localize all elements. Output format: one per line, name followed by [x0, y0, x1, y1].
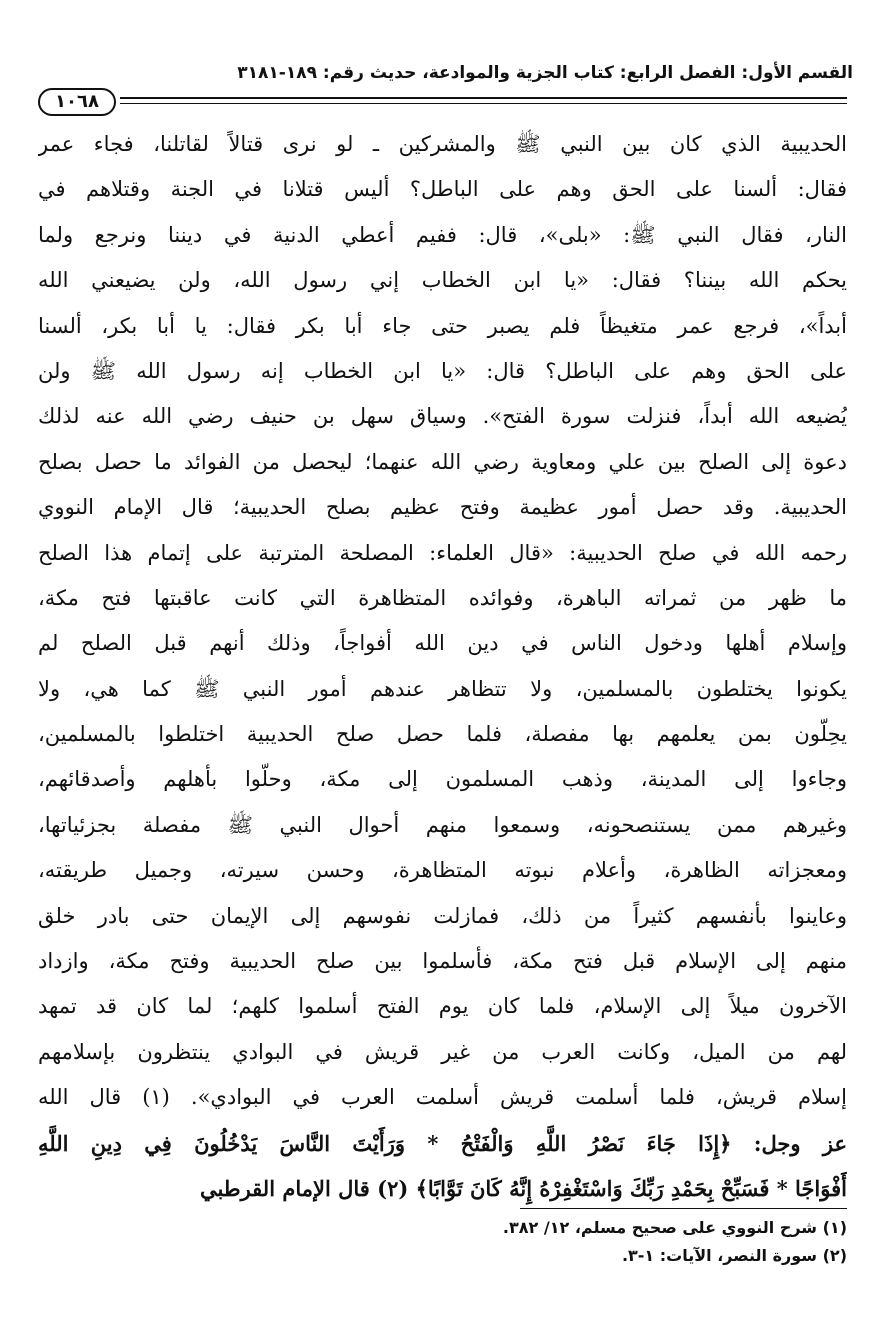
text-line: يُضيعه الله أبداً، فنزلت سورة الفتح». وسياق سهل بن حنيف رضي الله عنه لذلك [38, 404, 847, 429]
quran-verse-line: عز وجل: ﴿إِذَا جَاءَ نَصْرُ اللَّهِ وَالْفَتْحُ * وَرَأَيْتَ النَّاسَ يَدْخُلُونَ فِي دِينِ اللَّهِ [38, 1130, 847, 1156]
header-rule-thick [120, 97, 847, 99]
footnote: (١) شرح النووي على صحيح مسلم، ١٢/ ٣٨٢. [502, 1218, 847, 1237]
running-header [38, 58, 853, 88]
footnote-separator [520, 1208, 847, 1209]
text-line: على الحق وهم على الباطل؟ قال: «يا ابن الخطاب إنه رسول الله ﷺ ولن [38, 358, 847, 383]
quran-verse-line: أَفْوَاجًا * فَسَبِّحْ بِحَمْدِ رَبِّكَ وَاسْتَغْفِرْهُ إِنَّهُ كَانَ تَوَّابًا﴾ (٢) قال الإمام القرطبي [200, 1175, 847, 1201]
text-line: فقال: ألسنا على الحق وهم على الباطل؟ أليس قتلانا في الجنة وقتلاهم في [38, 177, 847, 202]
footnotes [40, 1214, 847, 1270]
text-line: يحِلّون بمن يعلمهم بها مفصلة، فلما حصل صلح الحديبية اختلطوا بالمسلمين، [38, 722, 847, 747]
text-line: الحديبية الذي كان بين النبي ﷺ والمشركين ـ لو نرى قتالاً لقاتلنا، فجاء عمر [38, 132, 847, 156]
text-line: إسلام قريش، فلما أسلمت قريش أسلمت العرب في البوادي». (١) قال الله [38, 1085, 847, 1110]
text-line: وعاينوا بأنفسهم كثيراً من ذلك، فمازلت نفوسهم إلى الإيمان حتى بادر خلق [38, 903, 847, 928]
footnote: (٢) سورة النصر، الآيات: ١-٣. [621, 1246, 847, 1265]
text-line: رحمه الله في صلح الحديبية: «قال العلماء: المصلحة المترتبة على إتمام هذا الصلح [38, 540, 847, 565]
text-line: الحديبية. وقد حصل أمور عظيمة وفتح عظيم بصلح الحديبية؛ قال الإمام النووي [38, 495, 847, 520]
text-line: الآخرون ميلاً إلى الإسلام، فلما كان يوم الفتح أسلموا كلهم؛ لما كان قد تمهد [38, 994, 847, 1019]
text-line: أبداً»، فرجع عمر متغيظاً فلم يصبر حتى جاء أبا بكر فقال: يا أبا بكر، ألسنا [38, 313, 847, 338]
running-title: القسم الأول: الفصل الرابع: كتاب الجزية والموادعة، حديث رقم: ١٨٩-٣١٨١ [237, 63, 853, 83]
text-line: ومعجزاته الظاهرة، وأعلام نبوته المتظاهرة، وحسن سيرته، وجميل طريقته، [38, 858, 847, 883]
text-line: ما ظهر من ثمراته الباهرة، وفوائده المتظاهرة التي كانت عاقبتها فتح مكة، [38, 585, 847, 610]
text-line: وغيرهم ممن يستنصحونه، وسمعوا منهم أحوال النبي ﷺ مفصلة بجزئياتها، [38, 812, 847, 837]
text-line: يكونوا يختلطون بالمسلمين، ولا تتظاهر عندهم أمور النبي ﷺ كما هي، ولا [38, 676, 847, 701]
text-line: منهم إلى الإسلام قبل فتح مكة، فأسلموا بين صلح الحديبية وفتح مكة، وازداد [38, 949, 847, 974]
text-line: وجاءوا إلى المدينة، وذهب المسلمون إلى مكة، وحلّوا بأهلهم وأصدقائهم، [38, 767, 847, 792]
text-line: النار، فقال النبي ﷺ: «بلى»، قال: ففيم أعطي الدنية في ديننا ونرجع ولما [38, 222, 847, 247]
main-text [38, 122, 847, 1211]
text-line: لهم من الميل، وكانت العرب من غير قريش في البوادي ينتظرون بإسلامهم [38, 1039, 847, 1064]
page-number: ١٠٦٨ [38, 88, 116, 116]
text-line: وإسلام أهلها ودخول الناس في دين الله أفواجاً، وذلك أنهم قبل الصلح لم [38, 631, 847, 656]
header-rule [38, 86, 847, 120]
text-line: يحكم الله بيننا؟ فقال: «يا ابن الخطاب إني رسول الله، ولن يضيعني الله [38, 268, 847, 293]
header-rule-thin [120, 103, 847, 104]
text-line: دعوة إلى الصلح بين علي ومعاوية رضي الله عنهما؛ ليحصل من الفوائد ما حصل بصلح [38, 449, 847, 474]
